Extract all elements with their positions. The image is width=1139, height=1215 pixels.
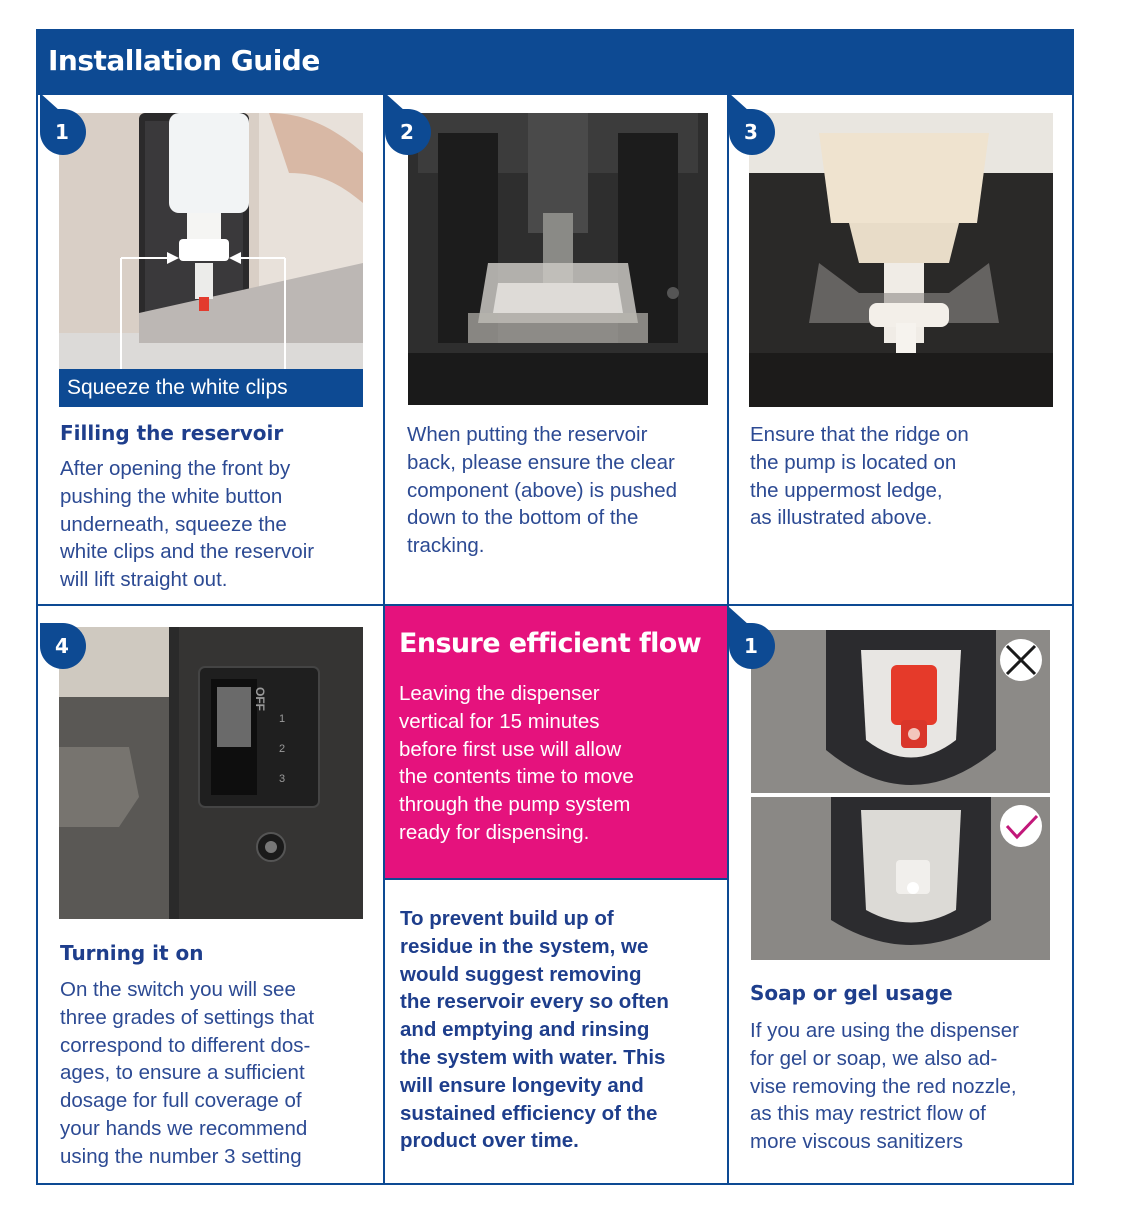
switch-mark-2: 2 [279,743,286,755]
step-badge-2: 2 [385,109,431,155]
step-title-turning-on: Turning it on [60,941,204,965]
step-badge-soap: 1 [729,623,775,669]
soap-gel-title: Soap or gel usage [750,981,953,1005]
step-text-clear-component: When putting the reservoir back, please ensure the clear component (above) is pushed down to the bottom of the tracking. [407,423,678,558]
clear-component-illustration [408,113,708,405]
efficient-flow-text: Leaving the dispenser vertical for 15 minutes before first use will allow the contents time to move through the pump system ready for dispensing. [399,682,634,844]
step-text-filling: After opening the front by pushing the white button underneath, squeeze the white clips and the reservoir will lift straight out. [60,457,315,592]
step-text-turning-on: On the switch you will see three grades of settings that correspond to different dos- ages, to ensure a sufficient dosage for full coverage of your hands we recommend using the number 3 setting [60,978,315,1168]
efficient-flow-title: Ensure efficient flow [399,628,702,659]
photo-pump-ridge [749,113,1053,407]
photo-nozzle-comparison [751,630,1050,960]
switch-mark-1: 1 [279,713,286,725]
step-badge-4: 4 [40,623,86,669]
photo-clear-component [408,113,708,405]
guide-header [38,31,1072,95]
maintenance-text: To prevent build up of residue in the system, we would suggest removing the reservoir every so often and emptying and rinsing the system with water. This will ensure longevity and sustained efficiency of the product over time. [400,907,669,1153]
switch-off-label: OFF [253,687,267,711]
photo-reservoir-clips [59,113,363,407]
switch-illustration [59,627,363,919]
step-badge-1: 1 [40,109,86,155]
grid-divider [383,878,729,880]
soap-gel-text: If you are using the dispenser for gel or soap, we also ad- vise removing the red nozzle, as this may restrict flow of more viscous sanitizers [750,1019,1019,1154]
efficient-flow-panel [385,606,727,878]
nozzle-comparison-illustration [751,630,1050,960]
step-text-pump-ridge: Ensure that the ridge on the pump is located on the uppermost ledge, as illustrated above. [750,423,969,530]
reservoir-clips-illustration [59,113,363,407]
step-title-filling: Filling the reservoir [60,421,284,445]
photo-switch [59,627,363,919]
installation-guide [36,29,1074,1185]
page-title: Installation Guide [48,44,320,77]
pump-ridge-illustration [749,113,1053,407]
photo-caption: Squeeze the white clips [59,369,363,407]
switch-mark-3: 3 [279,773,286,785]
step-badge-3: 3 [729,109,775,155]
